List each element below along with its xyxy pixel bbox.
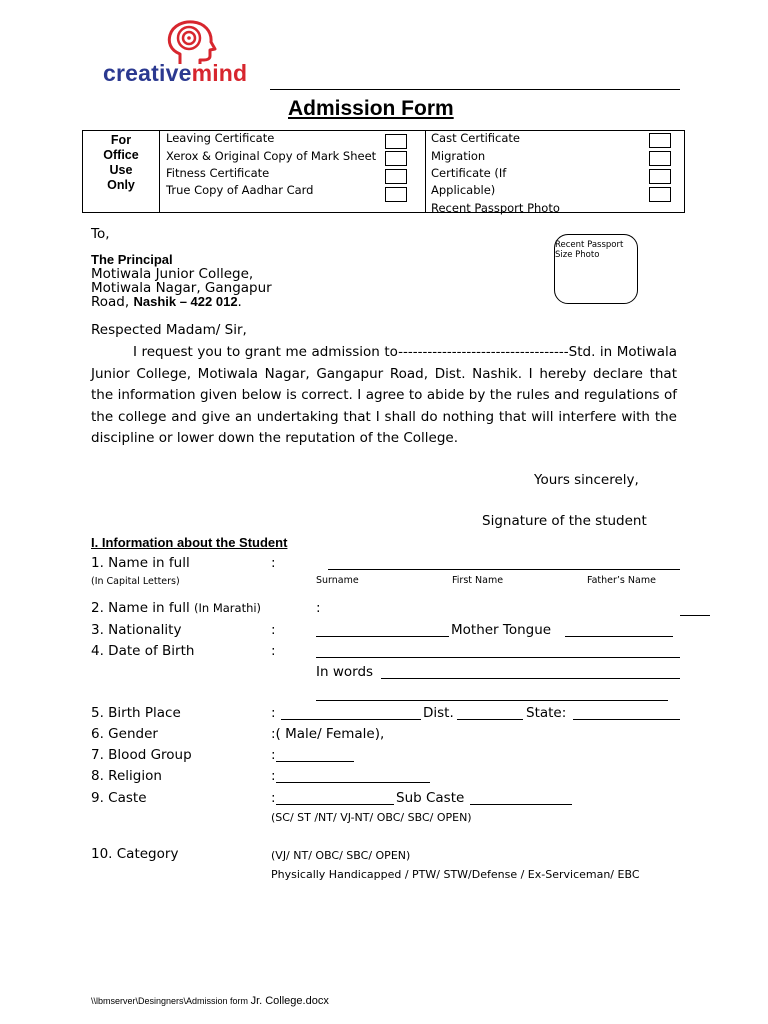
gender-options: :( Male/ Female), (271, 726, 385, 742)
checkbox[interactable] (385, 187, 407, 202)
column-label: Father’s Name (587, 575, 656, 586)
checkbox[interactable] (649, 187, 671, 202)
dob-line[interactable] (316, 657, 680, 658)
salutation: Respected Madam/ Sir, (91, 322, 247, 338)
letter-body: I request you to grant me admission to-----------------------------------Std. in Motiwala Junior College, Motiwala Nagar, Gangapur Road, Dist. Nashik. I hereby declare that the information given below is correct. I agree to abide by the rules and regulations of the college and give an undertaking that I shall do nothing that will interfere with the discipline or lower down the reputation of the College. (91, 344, 677, 446)
address-line: Motiwala Junior College, (91, 266, 254, 282)
office-item: Fitness Certificate (166, 166, 270, 180)
field-label: 8. Religion (91, 768, 162, 784)
religion-line[interactable] (276, 782, 430, 783)
state-label: State: (526, 705, 567, 721)
checkbox[interactable] (385, 169, 407, 184)
blood-group-line[interactable] (276, 761, 354, 762)
in-words-line-2[interactable] (316, 700, 668, 701)
section-heading: I. Information about the Student (91, 535, 288, 550)
field-sub-label: (In Capital Letters) (91, 576, 180, 587)
dist-line[interactable] (457, 719, 523, 720)
header-rule (270, 89, 680, 90)
photo-box (554, 234, 638, 304)
field-label: 6. Gender (91, 726, 158, 742)
category-extra: Physically Handicapped / PTW/ STW/Defense / Ex-Serviceman/ EBC (271, 868, 640, 881)
office-use-label: For Office Use Only (103, 133, 139, 192)
checkbox[interactable] (649, 169, 671, 184)
field-label: 9. Caste (91, 790, 147, 806)
colon: : (271, 747, 276, 763)
marathi-line[interactable] (680, 615, 710, 616)
checkbox[interactable] (385, 151, 407, 166)
office-item: Applicable) (431, 183, 496, 197)
field-label: 1. Name in full (91, 555, 190, 571)
field-label: 7. Blood Group (91, 747, 192, 763)
field-label: 2. Name in full (In Marathi) (91, 600, 262, 616)
checkbox[interactable] (649, 151, 671, 166)
footer-path: \\lbmserver\Desingners\Admission form Jr. College.docx (91, 995, 329, 1007)
field-label: 4. Date of Birth (91, 643, 195, 659)
colon: : (271, 705, 276, 721)
category-options: (VJ/ NT/ OBC/ SBC/ OPEN) (271, 849, 411, 862)
colon: : (316, 600, 321, 616)
caste-line[interactable] (276, 804, 394, 805)
sub-caste-label: Sub Caste (396, 790, 465, 806)
sub-caste-line[interactable] (470, 804, 572, 805)
signature-label: Signature of the student (482, 513, 647, 529)
field-label: 3. Nationality (91, 622, 182, 638)
mother-tongue-label: Mother Tongue (451, 622, 552, 638)
office-use-table (82, 130, 685, 213)
logo-text-mind: mind (191, 60, 248, 86)
office-item: Xerox & Original Copy of Mark Sheet (166, 149, 377, 163)
closing: Yours sincerely, (534, 472, 639, 488)
office-item: Cast Certificate (431, 131, 520, 145)
checkbox[interactable] (385, 134, 407, 149)
in-words-label: In words (316, 664, 374, 680)
nationality-line[interactable] (316, 636, 449, 637)
principal-title: The Principal (91, 252, 173, 267)
office-item: Certificate (If (431, 166, 507, 180)
checkbox[interactable] (649, 133, 671, 148)
logo (100, 20, 270, 86)
caste-options: (SC/ ST /NT/ VJ-NT/ OBC/ SBC/ OPEN) (271, 811, 472, 824)
colon: : (271, 790, 276, 806)
column-label: First Name (452, 575, 504, 586)
address-line: Motiwala Nagar, Gangapur (91, 280, 272, 296)
birth-place-line[interactable] (281, 719, 421, 720)
colon: : (271, 622, 276, 638)
office-item: True Copy of Aadhar Card (166, 183, 314, 197)
mother-tongue-line[interactable] (565, 636, 673, 637)
state-line[interactable] (573, 719, 680, 720)
dist-label: Dist. (423, 705, 454, 721)
column-label: Surname (316, 575, 359, 586)
field-label: 10. Category (91, 846, 179, 862)
office-item: Leaving Certificate (166, 131, 275, 145)
to-label: To, (91, 226, 110, 242)
address-line: Road, Nashik – 422 012. (91, 294, 242, 310)
in-words-line[interactable] (381, 678, 680, 679)
name-line[interactable] (328, 569, 680, 570)
field-label: 5. Birth Place (91, 705, 181, 721)
colon: : (271, 768, 276, 784)
logo-text-creative: creative (103, 60, 192, 86)
page-title: Admission Form (288, 97, 454, 120)
colon: : (271, 643, 276, 659)
colon: : (271, 555, 276, 571)
office-item: Recent Passport Photo (431, 201, 560, 215)
photo-box-label: Recent Passport Size Photo (555, 240, 624, 260)
office-item: Migration (431, 149, 486, 163)
